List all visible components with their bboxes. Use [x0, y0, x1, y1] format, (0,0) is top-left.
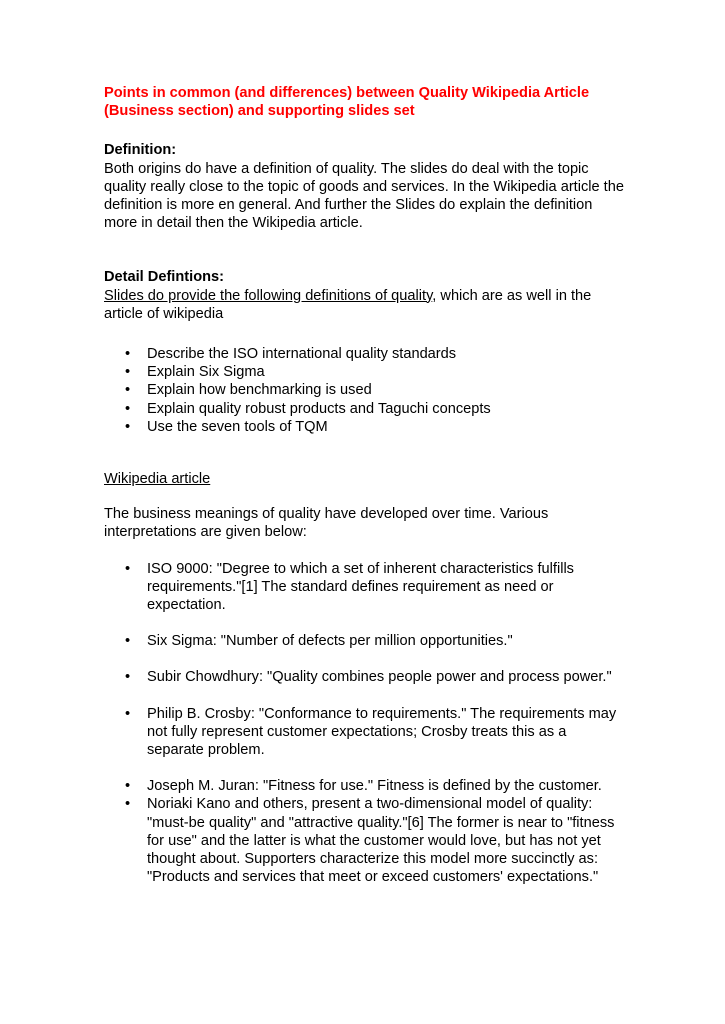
list-item-text: Philip B. Crosby: "Conformance to requirements." The requirements may not fully represent customer expectations; Crosby treats this as a separate problem. [147, 705, 617, 759]
list-item [104, 400, 624, 418]
document-title: Points in common (and differences) between Quality Wikipedia Article (Business section) and supporting slides set [104, 85, 590, 120]
list-item [104, 705, 624, 760]
wikipedia-definitions-list [104, 560, 624, 887]
list-item-text: Six Sigma: "Number of defects per million opportunities." [147, 633, 513, 650]
slides-definitions-list [104, 345, 624, 436]
list-item [104, 418, 624, 436]
wikipedia-intro: The business meanings of quality have developed over time. Various interpretations are given below: [104, 506, 549, 541]
list-item [104, 632, 624, 650]
bullet-icon: • [125, 346, 131, 363]
bullet-icon: • [125, 796, 131, 813]
bullet-icon: • [125, 778, 131, 795]
bullet-icon: • [125, 669, 131, 686]
bullet-icon: • [125, 364, 131, 381]
list-item [104, 777, 624, 795]
list-item [104, 795, 624, 886]
detail-intro [104, 287, 624, 323]
list-item [104, 381, 624, 399]
list-item-text: Subir Chowdhury: "Quality combines people power and process power." [147, 669, 612, 686]
list-item [104, 363, 624, 381]
list-item-text: ISO 9000: "Degree to which a set of inherent characteristics fulfills requirements."[1] The standard defines requirement as need or expectation. [147, 560, 574, 614]
detail-intro-rest: , which are as well in the article of wikipedia [104, 287, 592, 322]
list-item-text: Noriaki Kano and others, present a two-dimensional model of quality: "must-be quality" and "attractive quality."[6] The former is near to "fitness for use" and the latter is what the customer would love, but has not yet thought about. Supporters characterize this model more succinctly as: "Products and services that meet or exceed customers' expectations." [147, 796, 615, 886]
wikipedia-article-heading: Wikipedia article [104, 471, 211, 488]
list-item-text: Explain how benchmarking is used [147, 382, 372, 399]
list-item-text: Explain Six Sigma [147, 364, 265, 381]
bullet-icon: • [125, 633, 131, 650]
list-item-text: Joseph M. Juran: "Fitness for use." Fitness is defined by the customer. [147, 778, 602, 795]
list-item-text: Explain quality robust products and Taguchi concepts [147, 400, 491, 417]
list-item [104, 560, 624, 615]
bullet-icon: • [125, 418, 131, 435]
detail-intro-underlined: Slides do provide the following definitions of quality [104, 287, 433, 304]
list-item [104, 345, 624, 363]
document-body [104, 84, 624, 887]
definition-paragraph: Both origins do have a definition of quality. The slides do deal with the topic quality really close to the topic of goods and services. In the Wikipedia article the definition is more en general. And further the Slides do explain the definition more in detail then the Wikipedia article. [104, 160, 624, 232]
bullet-icon: • [125, 560, 131, 577]
list-item [104, 668, 624, 686]
list-item-text: Describe the ISO international quality standards [147, 346, 457, 363]
detail-definitions-heading: Detail Defintions: [104, 269, 224, 286]
definition-heading: Definition: [104, 142, 177, 159]
list-item-text: Use the seven tools of TQM [147, 418, 328, 435]
bullet-icon: • [125, 382, 131, 399]
bullet-icon: • [125, 400, 131, 417]
bullet-icon: • [125, 705, 131, 722]
